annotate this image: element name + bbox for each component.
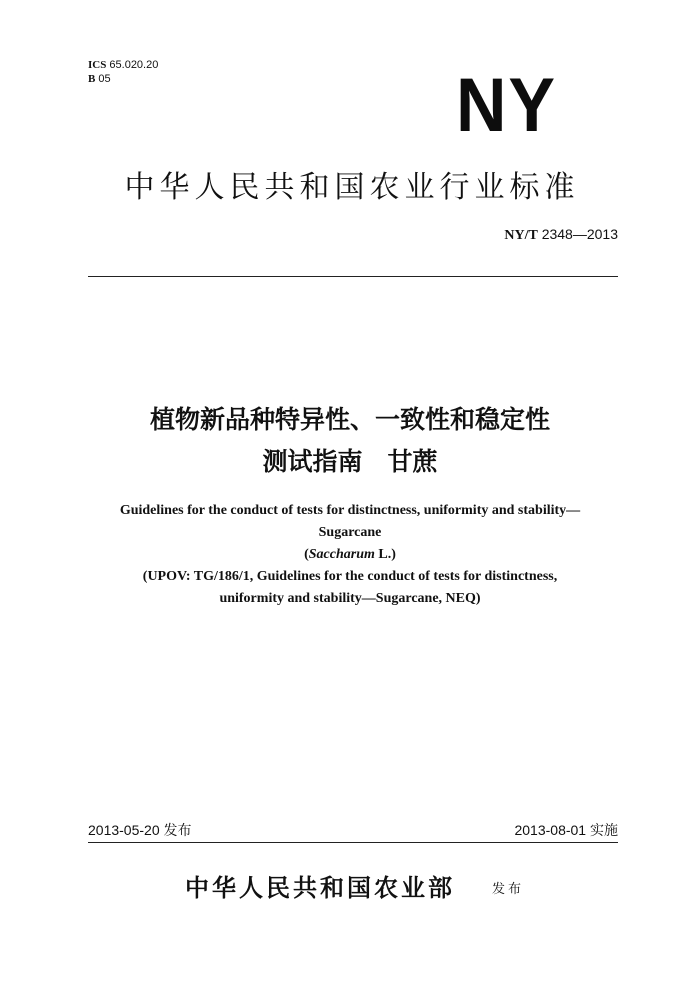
classification-codes (88, 58, 158, 86)
standard-code: 2348—2013 (541, 226, 618, 242)
standard-prefix: NY/T (504, 228, 538, 243)
release-date-value: 2013-05-20 (88, 822, 160, 838)
species-author: L. (374, 547, 392, 562)
implementation-date (514, 820, 618, 840)
header-divider (88, 276, 618, 277)
ics-line (88, 58, 158, 72)
implementation-label: 实施 (590, 822, 618, 838)
title-cn-line1: 植物新品种特异性、一致性和稳定性 (149, 405, 550, 434)
species-open: ( (304, 547, 309, 562)
org-title: 中华人民共和国农业行业标准 (124, 170, 580, 205)
ny-logo: NY (456, 63, 557, 148)
release-date (88, 820, 192, 840)
ccs-line (88, 72, 158, 86)
standard-number (504, 226, 618, 244)
title-en-line1: Guidelines for the conduct of tests for distinctness, uniformity and stability— (119, 503, 581, 518)
ccs-label: B (88, 73, 96, 85)
title-en-species (60, 544, 640, 566)
issuer-action: 发布 (492, 882, 525, 897)
title-en-line4: (UPOV: TG/186/1, Guidelines for the conduct of tests for distinctness, (142, 569, 558, 584)
title-en-line5: uniformity and stability—Sugarcane, NEQ) (219, 591, 481, 606)
species-latin: Saccharum (308, 547, 375, 562)
footer-divider (88, 842, 618, 843)
release-label: 发布 (163, 822, 192, 838)
title-cn-line2: 测试指南 甘蔗 (262, 447, 438, 476)
ics-label: ICS (88, 59, 107, 71)
issuer-name: 中华人民共和国农业部 (185, 874, 455, 902)
ics-code: 65.020.20 (109, 59, 159, 71)
species-close: ) (391, 547, 396, 562)
ccs-code: 05 (98, 73, 111, 85)
implementation-date-value: 2013-08-01 (514, 822, 587, 838)
title-en-line2: Sugarcane (318, 525, 382, 540)
title-en (60, 500, 640, 610)
